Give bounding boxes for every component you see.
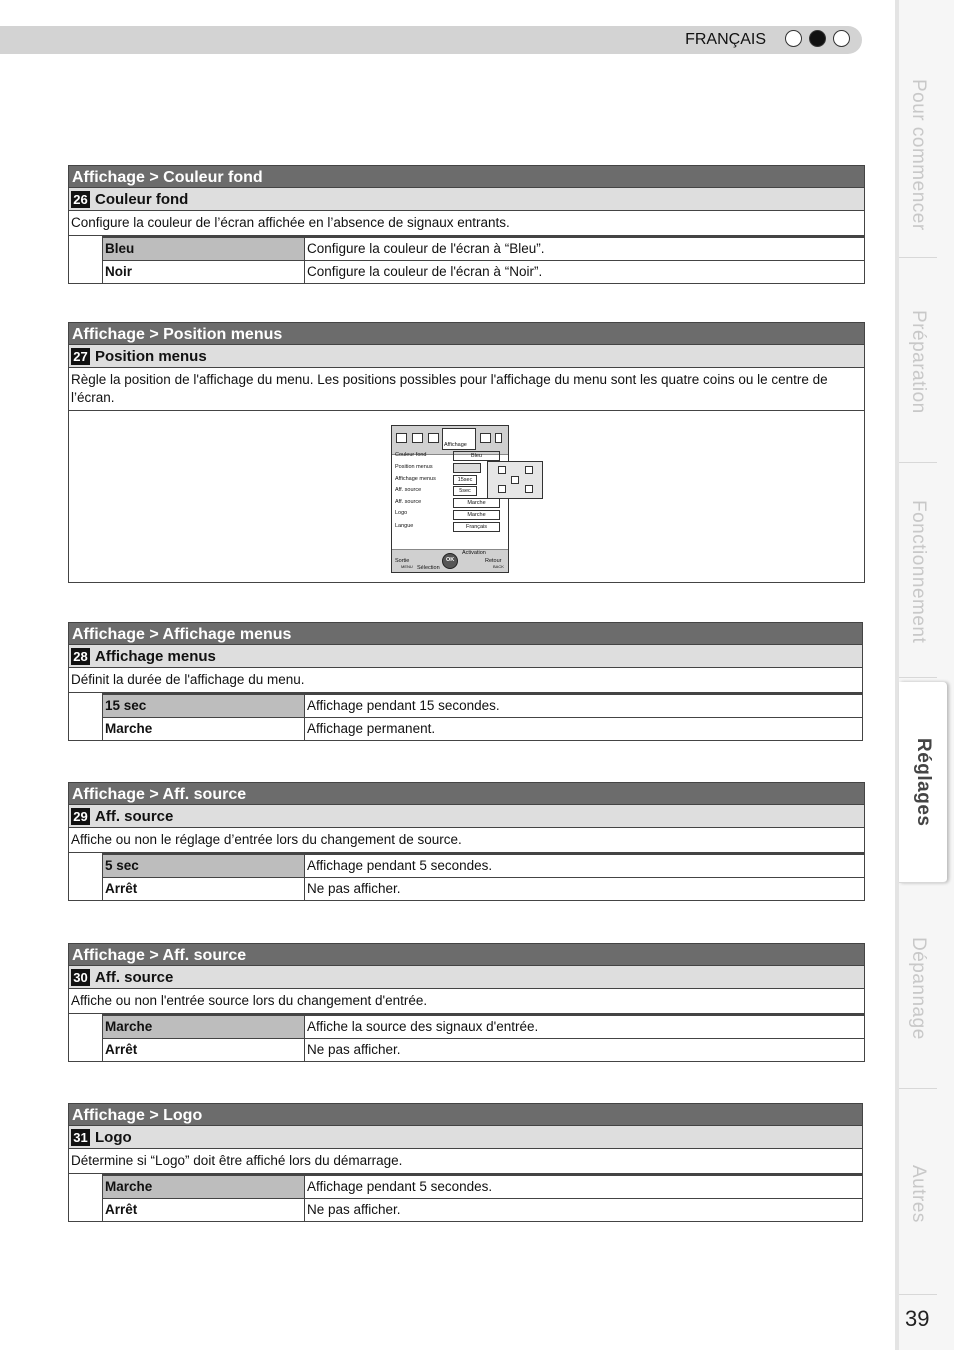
setting-title: 28 Affichage menus bbox=[68, 645, 863, 668]
bottom-left-position-icon bbox=[498, 485, 506, 493]
options-table bbox=[68, 236, 865, 284]
info-icon bbox=[495, 433, 502, 443]
options-table bbox=[68, 693, 863, 741]
option-row: Arrêt Ne pas afficher. bbox=[103, 877, 864, 900]
option-row: Arrêt Ne pas afficher. bbox=[103, 1038, 864, 1061]
input-icon bbox=[428, 433, 439, 443]
options-table bbox=[68, 1174, 863, 1222]
setting-title: 27 Position menus bbox=[68, 345, 865, 368]
setting-description: Définit la durée de l'affichage du menu. bbox=[68, 668, 863, 693]
setting-description: Règle la position de l'affichage du menu. Les positions possibles pour l'affichage du menu sont les quatre coins ou le centre de l’écran. bbox=[68, 368, 865, 411]
setting-number: 28 bbox=[71, 648, 90, 665]
setting-description: Affiche ou non l'entrée source lors du changement d'entrée. bbox=[68, 989, 865, 1014]
section-heading: Affichage > Affichage menus bbox=[68, 622, 863, 645]
osd-menu-screenshot: Affichage Couleur fond Bleu Position menus Affichage menus 15sec Aff. source 5sec Aff. source Marche Logo Marche Langue Français Activation Sortie MENU OK Sélection Retour BACK bbox=[391, 425, 509, 573]
setting-number: 26 bbox=[71, 191, 90, 208]
picture-icon bbox=[396, 433, 407, 443]
page-number: 39 bbox=[905, 1306, 930, 1331]
menu-footer: Activation Sortie MENU OK Sélection Retour BACK bbox=[392, 549, 508, 572]
indicator-dot-3 bbox=[833, 30, 850, 47]
section-logo bbox=[68, 1103, 863, 1222]
language-label: FRANÇAIS bbox=[685, 31, 766, 48]
center-position-icon bbox=[511, 476, 519, 484]
section-heading: Affichage > Aff. source bbox=[68, 943, 865, 966]
setting-description: Affiche ou non le réglage d’entrée lors du changement de source. bbox=[68, 828, 865, 853]
option-row: Noir Configure la couleur de l'écran à “Noir”. bbox=[103, 260, 864, 283]
section-indicator bbox=[785, 30, 850, 47]
tab-fonctionnement[interactable]: Fonctionnement bbox=[899, 467, 937, 678]
affichage-tab-icon: Affichage bbox=[442, 428, 476, 450]
tab-pour-commencer[interactable]: Pour commencer bbox=[899, 52, 937, 258]
section-heading: Affichage > Position menus bbox=[68, 322, 865, 345]
setting-number: 29 bbox=[71, 808, 90, 825]
top-right-position-icon bbox=[525, 466, 533, 474]
bottom-right-position-icon bbox=[525, 485, 533, 493]
tab-preparation[interactable]: Préparation bbox=[899, 262, 937, 463]
menu-illustration bbox=[68, 411, 865, 583]
ok-button-icon: OK bbox=[442, 553, 458, 569]
section-heading: Affichage > Couleur fond bbox=[68, 165, 865, 188]
setting-title: 29 Aff. source bbox=[68, 805, 865, 828]
setting-number: 30 bbox=[71, 969, 90, 986]
section-couleur-fond bbox=[68, 165, 865, 284]
option-row: 15 sec Affichage pendant 15 secondes. bbox=[103, 693, 862, 717]
indicator-dot-1 bbox=[785, 30, 802, 47]
setting-description: Configure la couleur de l’écran affichée en l’absence de signaux entrants. bbox=[68, 211, 865, 236]
position-options-popup bbox=[487, 461, 543, 499]
top-left-position-icon bbox=[498, 466, 506, 474]
tab-reglages[interactable]: Réglages bbox=[899, 682, 947, 883]
setting-number: 31 bbox=[71, 1129, 90, 1146]
setup-icon bbox=[480, 433, 491, 443]
position-selector bbox=[453, 463, 481, 473]
chapter-sidebar bbox=[895, 0, 954, 1350]
section-affichage-menus bbox=[68, 622, 863, 741]
section-heading: Affichage > Aff. source bbox=[68, 782, 865, 805]
options-table bbox=[68, 1014, 865, 1062]
option-row: Marche Affiche la source des signaux d'entrée. bbox=[103, 1014, 864, 1038]
section-aff-source-2 bbox=[68, 943, 865, 1062]
section-position-menus bbox=[68, 322, 865, 583]
option-row: 5 sec Affichage pendant 5 secondes. bbox=[103, 853, 864, 877]
option-row: Arrêt Ne pas afficher. bbox=[103, 1198, 862, 1221]
setting-title: 30 Aff. source bbox=[68, 966, 865, 989]
option-row: Marche Affichage permanent. bbox=[103, 717, 862, 740]
adjust-icon bbox=[412, 433, 423, 443]
setting-number: 27 bbox=[71, 348, 90, 365]
setting-title: 26 Couleur fond bbox=[68, 188, 865, 211]
tab-depannage[interactable]: Dépannage bbox=[899, 888, 937, 1089]
option-row: Marche Affichage pendant 5 secondes. bbox=[103, 1174, 862, 1198]
options-table bbox=[68, 853, 865, 901]
option-row: Bleu Configure la couleur de l'écran à “Bleu”. bbox=[103, 236, 864, 260]
setting-description: Détermine si “Logo” doit être affiché lors du démarrage. bbox=[68, 1149, 863, 1174]
setting-title: 31 Logo bbox=[68, 1126, 863, 1149]
tab-autres[interactable]: Autres bbox=[899, 1094, 937, 1295]
section-heading: Affichage > Logo bbox=[68, 1103, 863, 1126]
section-aff-source-1 bbox=[68, 782, 865, 901]
indicator-dot-2-active bbox=[809, 30, 826, 47]
header-bar bbox=[0, 26, 862, 54]
